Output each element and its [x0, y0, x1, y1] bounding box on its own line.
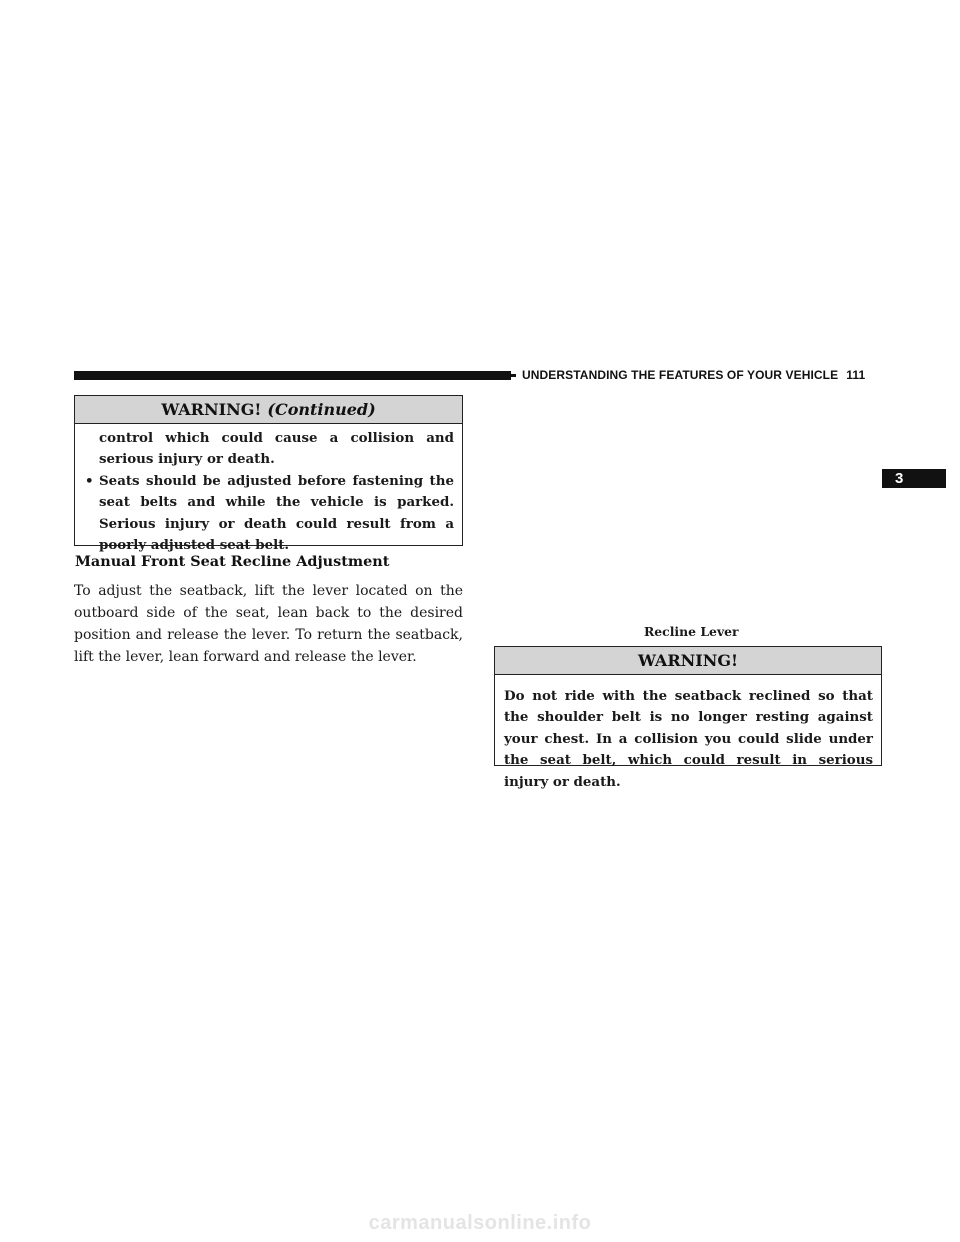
warning-bullet [85, 471, 454, 557]
warning-continued-label: (Continued) [267, 400, 376, 419]
warning-title: WARNING! [161, 400, 262, 419]
figure-caption: Recline Lever [644, 624, 739, 639]
running-header [522, 368, 865, 382]
warning-box [494, 646, 882, 790]
header-rule [511, 374, 516, 377]
warning-header [495, 647, 881, 675]
header-bar [74, 371, 511, 380]
section-paragraph: To adjust the seatback, lift the lever located on the outboard side of the seat, lean back to the desired position and release the lever. To return the seatback, lift the lever, lean forward and release the lever. [74, 583, 463, 665]
watermark: carmanualsonline.info [368, 1212, 592, 1234]
chapter-tab: 3 [882, 469, 946, 488]
warning-bullet-text: Seats should be adjusted before fastening the seat belts and while the vehicle is parked. Serious injury or death could result from a poorly adjusted seat belt. [99, 472, 454, 554]
warning-body: Do not ride with the seatback reclined so that the shoulder belt is no longer resting against your chest. In a collision you could slide under the seat belt, which could result in serious injury or death. [504, 688, 873, 790]
warning-body [75, 424, 462, 556]
header-title: UNDERSTANDING THE FEATURES OF YOUR VEHICLE [522, 368, 839, 382]
section-heading: Manual Front Seat Recline Adjustment [75, 553, 390, 570]
page-number: 111 [846, 368, 866, 382]
warning-title: WARNING! [637, 651, 739, 670]
warning-box-continued [74, 395, 463, 554]
bullet-symbol: • [85, 472, 94, 489]
warning-continuation-text: control which could cause a collision and serious injury or death. [99, 430, 454, 468]
warning-header [75, 396, 462, 424]
